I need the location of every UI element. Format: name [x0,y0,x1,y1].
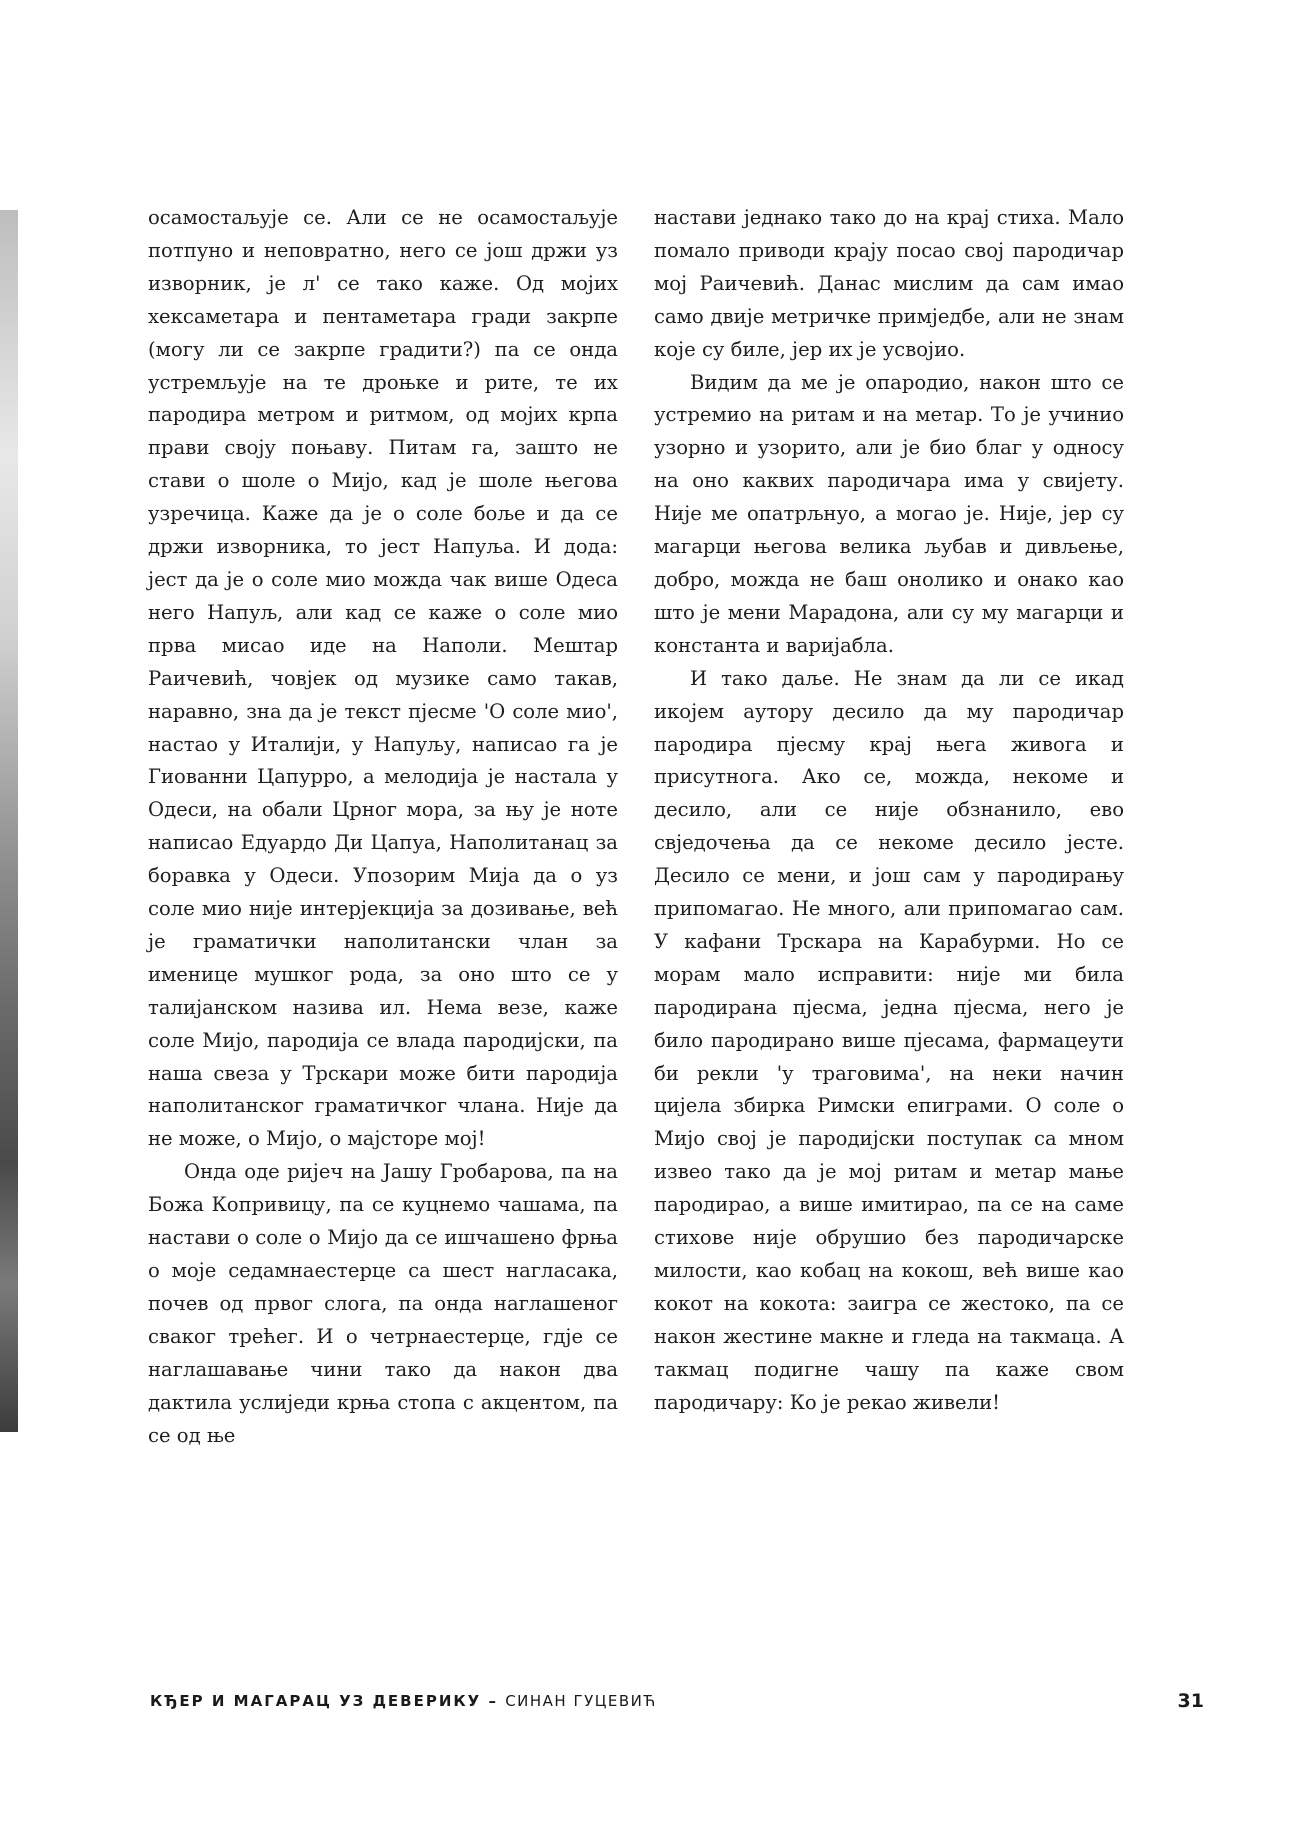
author-name: СИНАН ГУЦЕВИЋ [505,1692,657,1710]
paragraph: Видим да ме је опародио, након што се устремио на ритам и на метар. То је учинио узорно и узорито, али је био благ у односу на оно каквих пародичара има у свијету. Није ме опатрљнуо, а могао је. Није, јер су магарци његова велика љубав и дивљење, добро, можда не баш онолико и онако као што је мени Марадона, али су му магарци и константа и варијабла. [654,370,1124,657]
text-column-left [148,202,618,1452]
photo-edge-strip [0,210,18,1432]
book-title: КЂЕР И МАГАРАЦ УЗ ДЕВЕРИКУ [150,1692,482,1710]
title-separator: – [481,1692,506,1710]
paragraph: Онда оде ријеч на Јашу Гробарова, па на Божа Копривицу, па се куцнемо чашама, па настави о соле о Мијо да се ишчашено фрња о моје седамнаестерце са шест нагласака, почев од првог слога, па онда наглашеног сваког трећег. И о четрнаестерце, гдје се наглашавање чини тако да након два дактила услиједи крња стопа с акцентом, па се од ње [148,1160,618,1447]
text-column-right [654,202,1124,1420]
page-number: 31 [1177,1690,1204,1712]
running-footer-title [150,1692,657,1710]
paragraph: осамостаљује се. Али се не осамостаљује потпуно и неповратно, него се још држи уз изворник, је л' се тако каже. Од мојих хексаметара и пентаметара гради закрпе (могу ли се закрпе градити?) па се онда устремљује на те дроњке и рите, те их пародира метром и ритмом, од мојих крпа прави своју поњаву. Питам га, зашто не стави о шоле о Мијо, кад је шоле његова узречица. Каже да је о соле боље и да се држи изворника, то јест Напуља. И дода: јест да је о соле мио можда чак више Одеса него Напуљ, али кад се каже о соле мио прва мисао иде на Наполи. Мештар Раичевић, човјек од музике само такав, наравно, зна да је текст пјесме 'О соле мио', настао у Италији, у Напуљу, написао га је Гиованни Цапурро, а мелодија је настала у Одеси, на обали Црног мора, за њу је ноте написао Едуардо Ди Цапуа, Наполитанац за боравка у Одеси. Упозорим Мија да о уз соле мио није интерјекција за дозивање, већ је граматички наполитански члан за именице мушког рода, за оно што се у талијанском назива ил. Нема везе, каже соле Мијо, пародија се влада пародијски, па наша свеза у Трскари може бити пародија наполитанског граматичког члана. Није да не може, о Мијо, о мајсторе мој! [148,206,618,1151]
paragraph: настави једнако тако до на крај стиха. Мало помало приводи крају посао свој пародичар мој Раичевић. Данас мислим да сам имао само двије метричке примједбе, али не знам које су биле, јер их је усвојио. [654,206,1124,361]
paragraph: И тако даље. Не знам да ли се икад икојем аутору десило да му пародичар пародира пјесму крај њега живога и присутнога. Ако се, можда, некоме и десило, али се није обзнанило, ево свједочења да се некоме десило јесте. Десило се мени, и још сам у пародирању припомагао. Не много, али припомагао сам. У кафани Трскара на Карабурми. Но се морам мало исправити: није ми била пародирана пјесма, једна пјесма, него је било пародирано више пјесама, фармацеути би рекли 'у траговима', на неки начин цијела збирка Римски епиграми. О соле о Мијо свој је пародијски поступак са мном извео тако да је мој ритам и метар мање пародирао, а више имитирао, па се на саме стихове није обрушио без пародичарске милости, као кобац на кокош, већ више као кокот на кокота: заигра се жестоко, па се након жестине макне и гледа на такмаца. А такмац подигне чашу па каже свом пародичару: Ко је рекао живели! [654,666,1124,1414]
page-footer [150,1692,1204,1716]
